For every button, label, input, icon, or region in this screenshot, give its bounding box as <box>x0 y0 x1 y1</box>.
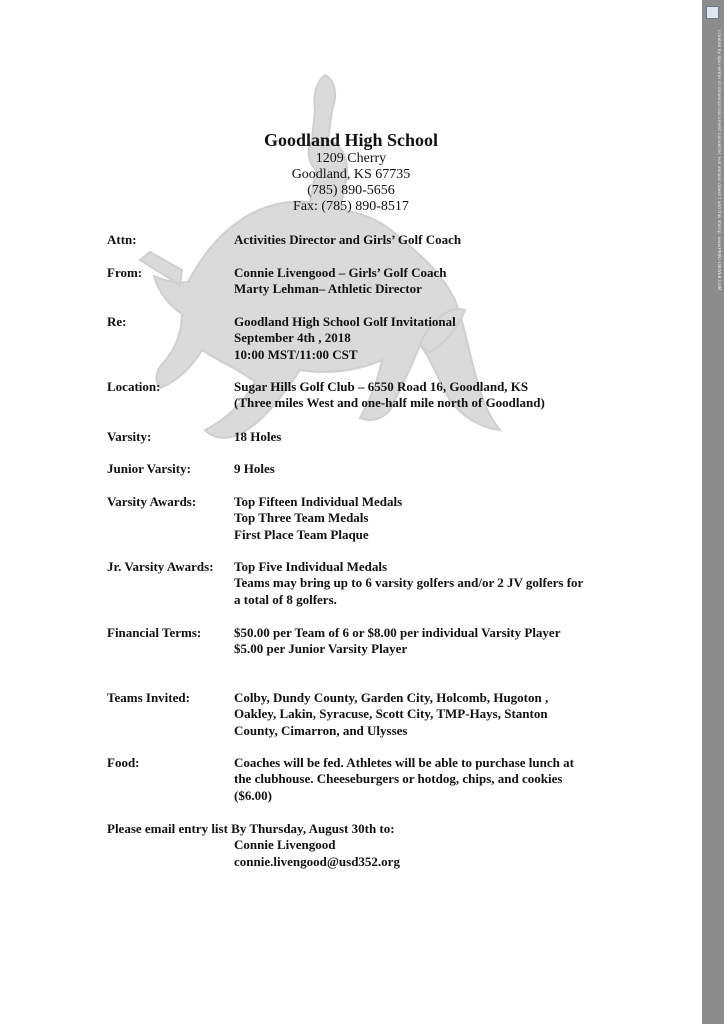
row-label: Varsity: <box>107 429 152 444</box>
row-line: $5.00 per Junior Varsity Player <box>234 641 408 657</box>
row-value <box>234 625 629 658</box>
school-phone: (785) 890-5656 <box>307 183 395 198</box>
contact-email[interactable]: connie.livengood@usd352.org <box>234 853 400 869</box>
row-label: Please email entry list By Thursday, August 30th to: <box>107 821 395 836</box>
row-line <box>234 821 629 837</box>
row-value <box>234 379 629 412</box>
row-label: Financial Terms: <box>107 625 202 640</box>
row-label: From: <box>107 265 143 280</box>
row-label: Teams Invited: <box>107 690 190 705</box>
school-city: Goodland, KS 67735 <box>291 167 411 182</box>
row-line: 18 Holes <box>234 429 282 444</box>
row-value <box>234 755 629 804</box>
school-street: 1209 Cherry <box>315 151 387 166</box>
row-label: Jr. Varsity Awards: <box>107 559 214 574</box>
row-value <box>234 559 629 608</box>
row-line: a total of 8 golfers. <box>234 591 337 607</box>
row-label: Re: <box>107 314 127 329</box>
row-value <box>234 232 629 248</box>
row-label: Attn: <box>107 232 137 247</box>
row-line: 9 Holes <box>234 461 275 476</box>
row-line: Activities Director and Girls’ Golf Coach <box>234 232 462 247</box>
row-line: September 4th , 2018 <box>234 330 351 346</box>
contact-name: Connie Livengood <box>234 837 336 853</box>
row-line: Coaches will be fed. Athletes will be able to purchase lunch at <box>234 755 574 770</box>
row-line: County, Cimarron, and Ulysses <box>234 722 408 738</box>
row-value <box>234 461 629 477</box>
row-value <box>234 265 629 298</box>
row-line: Goodland High School Golf Invitational <box>234 314 456 329</box>
row-line: (Three miles West and one-half mile north of Goodland) <box>234 395 545 411</box>
row-value <box>234 429 629 445</box>
school-fax: Fax: (785) 890-8517 <box>293 199 409 214</box>
row-line: Marty Lehman– Athletic Director <box>234 281 422 297</box>
row-line: Top Three Team Medals <box>234 510 369 526</box>
row-line: ($6.00) <box>234 787 272 803</box>
row-line: Top Fifteen Individual Medals <box>234 494 403 509</box>
row-label: Location: <box>107 379 161 394</box>
row-line: Teams may bring up to 6 varsity golfers and/or 2 JV golfers for <box>234 575 584 591</box>
school-name: Goodland High School <box>263 130 439 150</box>
row-line: Top Five Individual Medals <box>234 559 388 574</box>
row-label: Food: <box>107 755 140 770</box>
row-line: 10:00 MST/11:00 CST <box>234 346 358 362</box>
row-value <box>234 494 629 543</box>
row-line: the clubhouse. Cheeseburgers or hotdog, chips, and cookies <box>234 771 563 787</box>
converter-stamp: Created by djvu-writer of Universal Document Converter. Full version doesn't add this stamp. www.PRINT-DRIVER.COM <box>716 30 721 290</box>
converter-sidebar <box>702 0 724 1024</box>
row-line: Connie Livengood – Girls’ Golf Coach <box>234 265 447 280</box>
converter-logo-icon <box>706 6 719 19</box>
row-line: Sugar Hills Golf Club – 6550 Road 16, Goodland, KS <box>234 379 529 394</box>
row-line: Oakley, Lakin, Syracuse, Scott City, TMP-Hays, Stanton <box>234 706 548 722</box>
row-label: Varsity Awards: <box>107 494 197 509</box>
row-line: Colby, Dundy County, Garden City, Holcomb, Hugoton , <box>234 690 549 705</box>
row-label: Junior Varsity: <box>107 461 191 476</box>
row-value <box>234 821 629 870</box>
row-value <box>234 690 629 739</box>
row-value <box>234 314 629 363</box>
row-line: First Place Team Plaque <box>234 526 369 542</box>
letterhead <box>0 129 702 215</box>
row-line: $50.00 per Team of 6 or $8.00 per individual Varsity Player <box>234 625 561 640</box>
